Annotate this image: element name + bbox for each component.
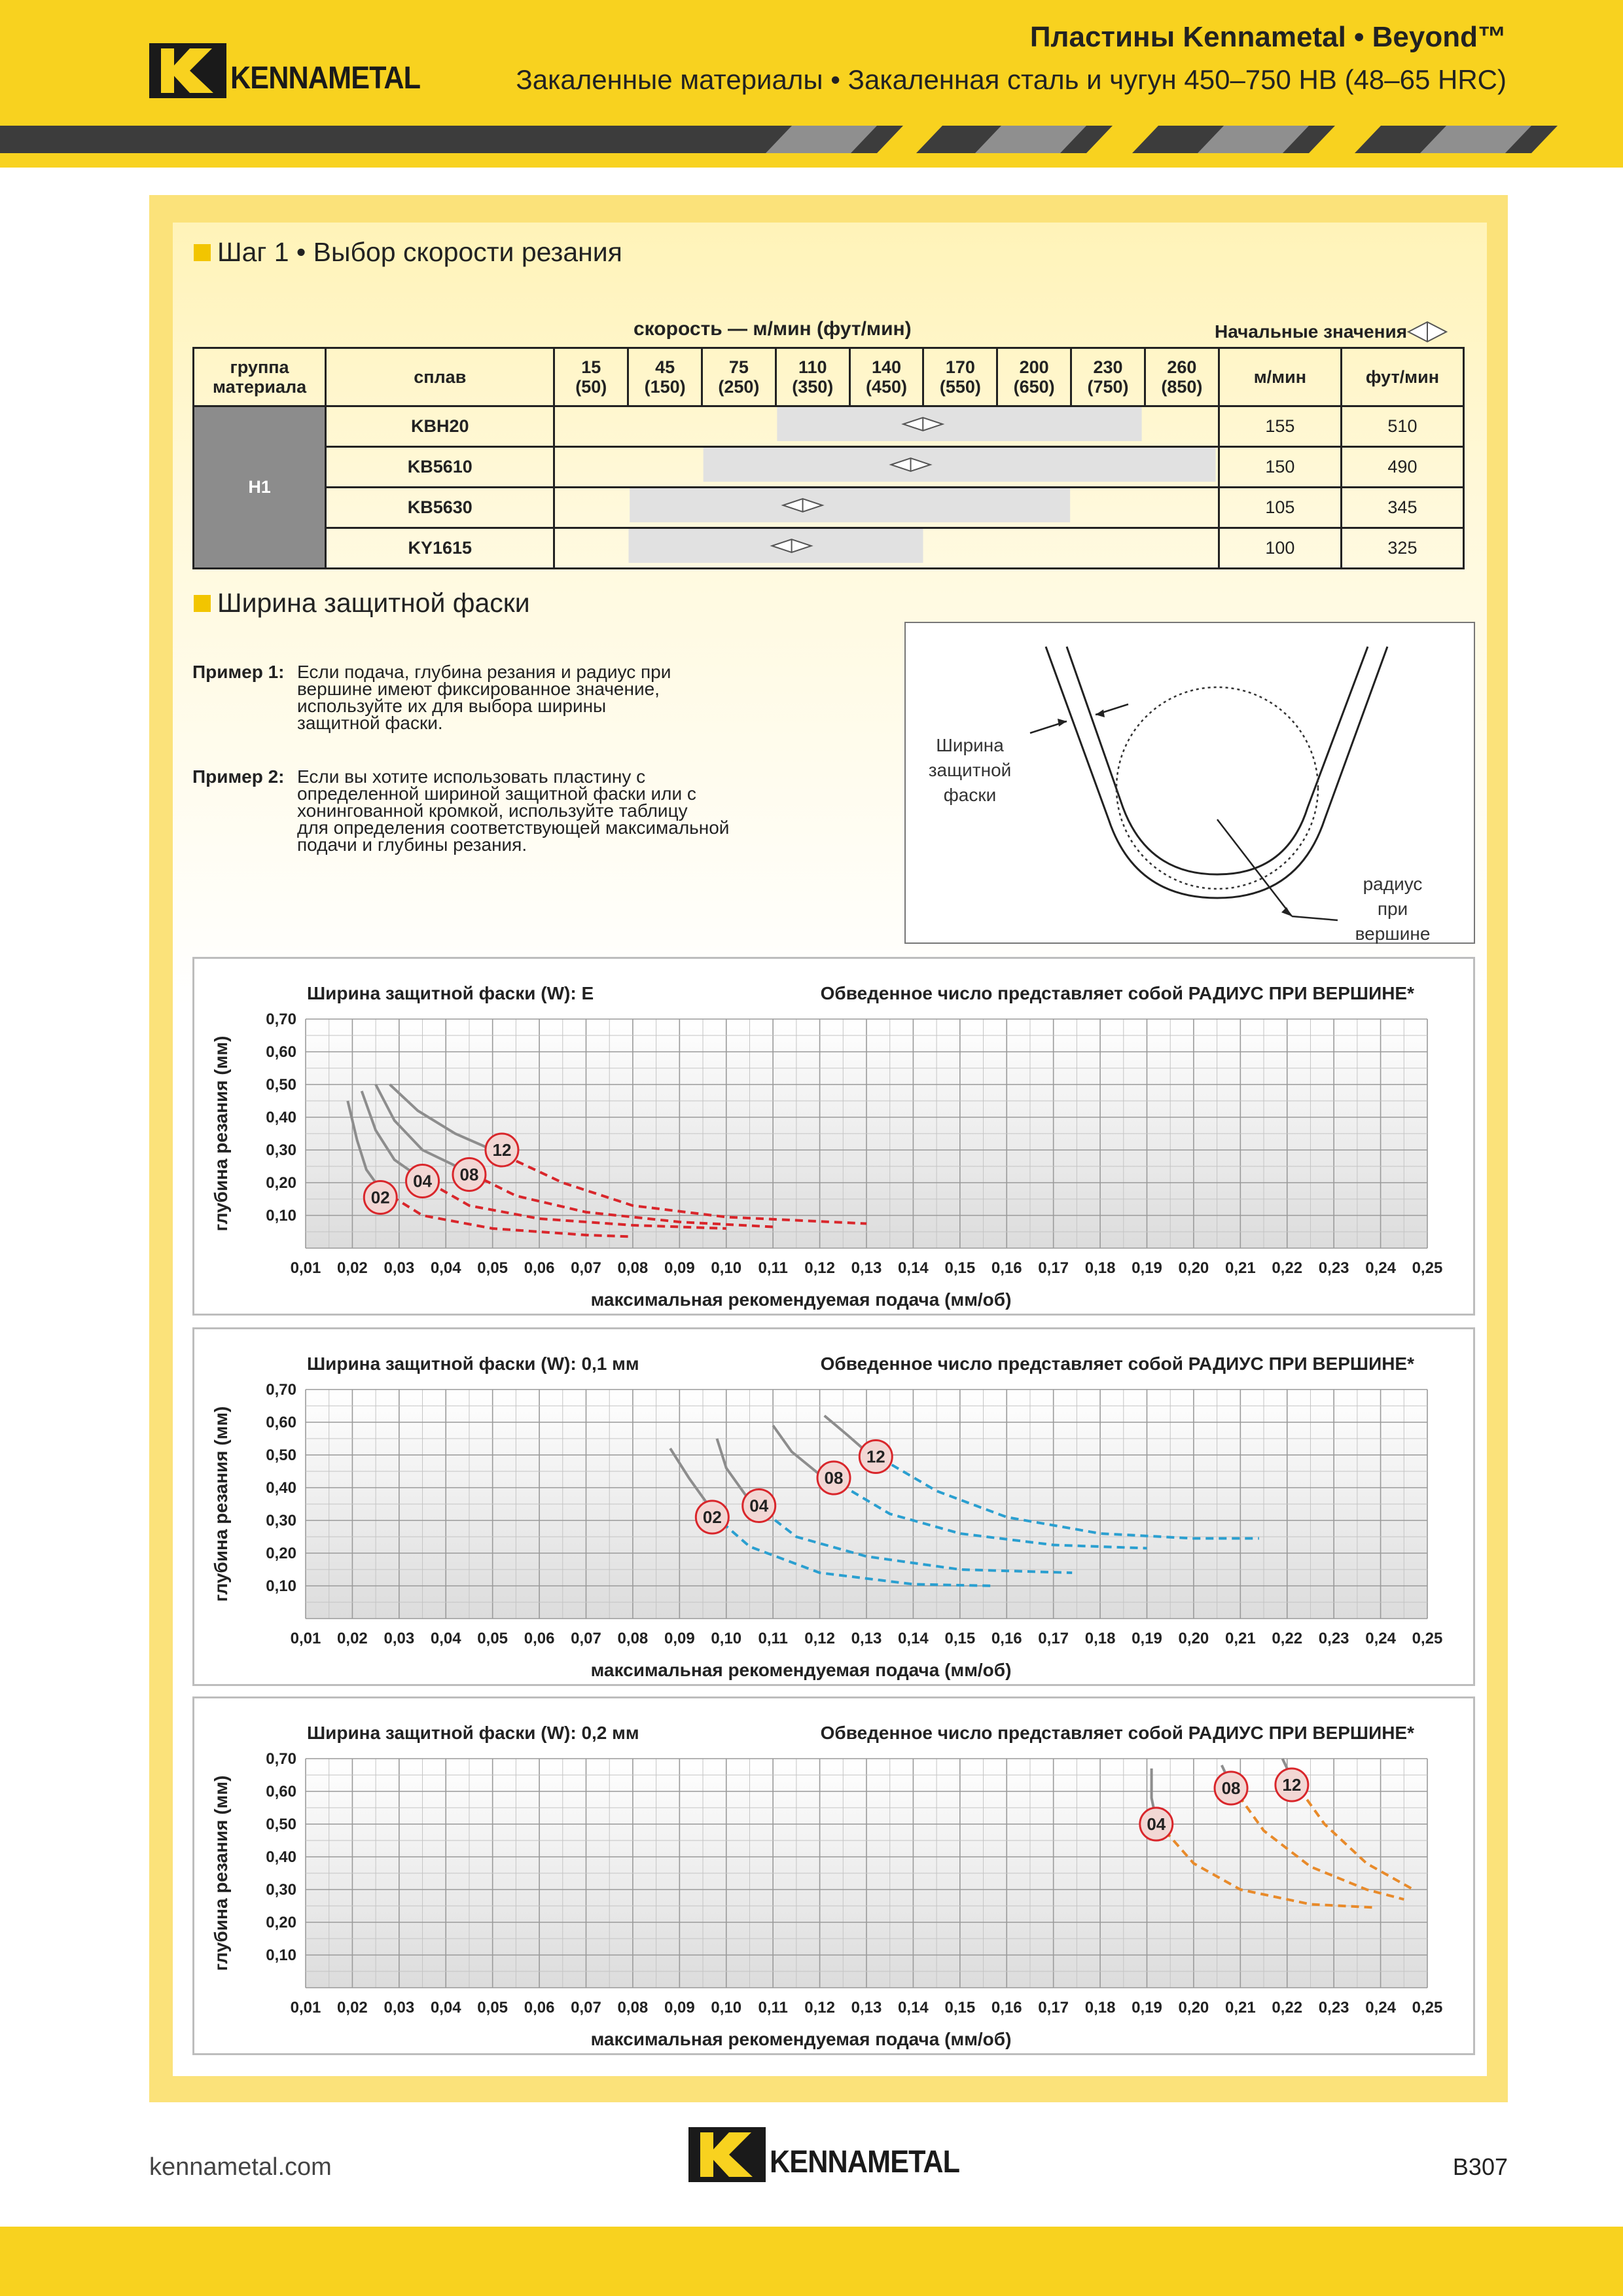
chart-title: Ширина защитной фаски (W): E bbox=[307, 983, 594, 1003]
chart-panel bbox=[192, 1327, 1475, 1686]
y-tick-label: 0,30 bbox=[266, 1141, 296, 1159]
y-tick-label: 0,70 bbox=[266, 1381, 296, 1399]
y-tick-label: 0,20 bbox=[266, 1174, 296, 1192]
start-m-min: 105 bbox=[1219, 488, 1341, 528]
y-axis-label: глубина резания (мм) bbox=[211, 1035, 231, 1232]
x-tick-label: 0,10 bbox=[711, 1259, 742, 1277]
speed-table-header bbox=[194, 348, 1464, 406]
example-1-label: Пример 1: bbox=[192, 662, 285, 682]
start-ft-min: 490 bbox=[1341, 447, 1463, 488]
material-group: H1 bbox=[194, 406, 326, 569]
speed-range-bar bbox=[557, 448, 1216, 482]
x-tick-label: 0,22 bbox=[1272, 1630, 1303, 1647]
x-tick-label: 0,05 bbox=[477, 1630, 508, 1647]
nose-radius-label: 02 bbox=[702, 1507, 722, 1527]
col-speed: 140 (450) bbox=[849, 348, 923, 406]
col-speed: 260 (850) bbox=[1145, 348, 1219, 406]
x-tick-label: 0,01 bbox=[290, 1630, 321, 1647]
x-tick-label: 0,19 bbox=[1132, 1259, 1162, 1277]
chart-title: Ширина защитной фаски (W): 0,2 мм bbox=[307, 1723, 639, 1743]
alloy-name: KBH20 bbox=[326, 406, 554, 447]
header-subtitle: Закаленные материалы • Закаленная сталь и чугун 450–750 HB (48–65 HRC) bbox=[516, 64, 1507, 95]
x-tick-label: 0,23 bbox=[1318, 1259, 1349, 1277]
x-tick-label: 0,08 bbox=[617, 1999, 649, 2017]
header-stripe bbox=[0, 126, 1623, 153]
y-tick-label: 0,40 bbox=[266, 1109, 296, 1126]
x-tick-label: 0,13 bbox=[851, 1259, 882, 1277]
chart-panel bbox=[192, 1696, 1475, 2055]
x-tick-label: 0,10 bbox=[711, 1999, 742, 2017]
x-tick-label: 0,03 bbox=[383, 1259, 415, 1277]
yellow-square-icon bbox=[194, 244, 211, 261]
y-tick-label: 0,30 bbox=[266, 1512, 296, 1530]
chart-w-0-1 bbox=[194, 1329, 1473, 1684]
kennametal-k-icon bbox=[149, 43, 226, 98]
x-tick-label: 0,10 bbox=[711, 1630, 742, 1647]
speed-range bbox=[777, 407, 1141, 441]
x-tick-label: 0,06 bbox=[524, 1259, 555, 1277]
x-tick-label: 0,05 bbox=[477, 1259, 508, 1277]
speed-range-cell bbox=[554, 488, 1219, 528]
x-axis-label: максимальная рекомендуемая подача (мм/об) bbox=[590, 1660, 1012, 1680]
col-speed: 110 (350) bbox=[776, 348, 849, 406]
x-tick-label: 0,08 bbox=[617, 1630, 649, 1647]
x-tick-label: 0,01 bbox=[290, 1259, 321, 1277]
x-tick-label: 0,25 bbox=[1412, 1630, 1443, 1647]
start-ft-min: 510 bbox=[1341, 406, 1463, 447]
example-2-label: Пример 2: bbox=[192, 766, 285, 787]
speed-range-cell bbox=[554, 447, 1219, 488]
nose-radius-label: 04 bbox=[749, 1496, 769, 1516]
x-tick-label: 0,11 bbox=[758, 1999, 788, 2017]
x-tick-label: 0,24 bbox=[1365, 1259, 1396, 1277]
speed-range-cell bbox=[554, 528, 1219, 569]
x-axis-label: максимальная рекомендуемая подача (мм/об) bbox=[590, 2029, 1012, 2049]
x-tick-label: 0,12 bbox=[804, 1999, 835, 2017]
x-tick-label: 0,08 bbox=[617, 1259, 649, 1277]
x-tick-label: 0,06 bbox=[524, 1999, 555, 2017]
col-ft-min: фут/мин bbox=[1341, 348, 1463, 406]
x-tick-label: 0,21 bbox=[1224, 1259, 1256, 1277]
x-tick-label: 0,19 bbox=[1132, 1630, 1162, 1647]
y-axis-label: глубина резания (мм) bbox=[211, 1406, 231, 1602]
speed-table bbox=[192, 347, 1465, 569]
nose-radius-label: радиус при вершине bbox=[1355, 874, 1431, 944]
x-tick-label: 0,21 bbox=[1224, 1630, 1256, 1647]
y-tick-label: 0,60 bbox=[266, 1414, 296, 1431]
x-tick-label: 0,09 bbox=[664, 1259, 695, 1277]
chart-note: Обведенное число представляет собой РАДИУС ПРИ ВЕРШИНЕ* bbox=[820, 1354, 1414, 1374]
x-tick-label: 0,15 bbox=[944, 1259, 976, 1277]
x-tick-label: 0,21 bbox=[1224, 1999, 1256, 2017]
x-tick-label: 0,24 bbox=[1365, 1630, 1396, 1647]
x-tick-label: 0,02 bbox=[337, 1630, 368, 1647]
x-tick-label: 0,17 bbox=[1038, 1630, 1069, 1647]
x-tick-label: 0,07 bbox=[571, 1630, 601, 1647]
header-title: Пластины Kennametal • Beyond™ bbox=[1029, 21, 1507, 53]
start-ft-min: 345 bbox=[1341, 488, 1463, 528]
y-tick-label: 0,10 bbox=[266, 1577, 296, 1595]
x-tick-label: 0,05 bbox=[477, 1999, 508, 2017]
y-axis-label: глубина резания (мм) bbox=[211, 1775, 231, 1971]
x-tick-label: 0,14 bbox=[898, 1259, 929, 1277]
x-tick-label: 0,24 bbox=[1365, 1999, 1396, 2017]
col-speed: 75 (250) bbox=[702, 348, 776, 406]
x-tick-label: 0,16 bbox=[991, 1259, 1022, 1277]
y-tick-label: 0,50 bbox=[266, 1076, 296, 1094]
y-tick-label: 0,10 bbox=[266, 1946, 296, 1964]
speed-range-cell bbox=[554, 406, 1219, 447]
x-tick-label: 0,09 bbox=[664, 1999, 695, 2017]
header-stripe-yellow bbox=[0, 153, 1623, 168]
speed-range-bar bbox=[556, 488, 1217, 522]
x-tick-label: 0,13 bbox=[851, 1999, 882, 2017]
y-tick-label: 0,40 bbox=[266, 1848, 296, 1866]
alloy-name: KY1615 bbox=[326, 528, 554, 569]
table-row bbox=[194, 447, 1464, 488]
speed-range bbox=[630, 488, 1070, 522]
col-group: группа материала bbox=[194, 348, 326, 406]
x-tick-label: 0,15 bbox=[944, 1999, 976, 2017]
nose-radius-label: 08 bbox=[1221, 1778, 1241, 1798]
chart-w-e bbox=[194, 959, 1473, 1314]
col-m-min: м/мин bbox=[1219, 348, 1341, 406]
x-tick-label: 0,14 bbox=[898, 1630, 929, 1647]
y-tick-label: 0,10 bbox=[266, 1207, 296, 1225]
x-tick-label: 0,17 bbox=[1038, 1259, 1069, 1277]
start-m-min: 100 bbox=[1219, 528, 1341, 569]
col-speed: 230 (750) bbox=[1071, 348, 1145, 406]
chamfer-title: Ширина защитной фаски bbox=[194, 588, 530, 619]
start-marker-icon bbox=[1407, 321, 1448, 343]
x-tick-label: 0,12 bbox=[804, 1630, 835, 1647]
x-tick-label: 0,18 bbox=[1084, 1999, 1116, 2017]
example-2-text: Если вы хотите использовать пластину с определенной шириной защитной фаски или с хонингованной кромкой, используйте таблицу для определения соответствующей максимальной подачи и глубины резания. bbox=[297, 766, 730, 855]
x-tick-label: 0,11 bbox=[758, 1630, 788, 1647]
brand-name: KENNAMETAL bbox=[230, 60, 421, 96]
y-tick-label: 0,70 bbox=[266, 1011, 296, 1028]
chart-panel bbox=[192, 957, 1475, 1316]
nose-radius-label: 12 bbox=[492, 1140, 512, 1160]
y-tick-label: 0,20 bbox=[266, 1545, 296, 1562]
chamfer-width-label: Ширина защитной фаски bbox=[928, 735, 1012, 805]
col-speed: 45 (150) bbox=[628, 348, 702, 406]
y-tick-label: 0,70 bbox=[266, 1750, 296, 1768]
chart-note: Обведенное число представляет собой РАДИУС ПРИ ВЕРШИНЕ* bbox=[820, 983, 1414, 1003]
x-tick-label: 0,16 bbox=[991, 1630, 1022, 1647]
x-tick-label: 0,01 bbox=[290, 1999, 321, 2017]
alloy-name: KB5610 bbox=[326, 447, 554, 488]
nose-radius-label: 08 bbox=[824, 1468, 844, 1488]
x-tick-label: 0,18 bbox=[1084, 1259, 1116, 1277]
x-tick-label: 0,07 bbox=[571, 1259, 601, 1277]
nose-radius-label: 12 bbox=[1282, 1775, 1302, 1795]
y-tick-label: 0,50 bbox=[266, 1816, 296, 1833]
y-tick-label: 0,40 bbox=[266, 1479, 296, 1497]
y-tick-label: 0,60 bbox=[266, 1043, 296, 1061]
x-tick-label: 0,03 bbox=[383, 1630, 415, 1647]
footer-logo bbox=[688, 2127, 980, 2182]
x-tick-label: 0,25 bbox=[1412, 1259, 1443, 1277]
x-tick-label: 0,12 bbox=[804, 1259, 835, 1277]
col-speed: 200 (650) bbox=[997, 348, 1071, 406]
nose-radius-label: 04 bbox=[413, 1171, 433, 1191]
table-row bbox=[194, 528, 1464, 569]
y-tick-label: 0,60 bbox=[266, 1783, 296, 1801]
nose-radius-label: 02 bbox=[370, 1187, 390, 1208]
x-tick-label: 0,04 bbox=[430, 1999, 461, 2017]
x-tick-label: 0,14 bbox=[898, 1999, 929, 2017]
x-tick-label: 0,23 bbox=[1318, 1630, 1349, 1647]
chart-title: Ширина защитной фаски (W): 0,1 мм bbox=[307, 1354, 639, 1374]
x-tick-label: 0,20 bbox=[1178, 1999, 1209, 2017]
col-alloy: сплав bbox=[326, 348, 554, 406]
step1-title: Шаг 1 • Выбор скорости резания bbox=[194, 237, 622, 268]
x-tick-label: 0,23 bbox=[1318, 1999, 1349, 2017]
chart-note: Обведенное число представляет собой РАДИУС ПРИ ВЕРШИНЕ* bbox=[820, 1723, 1414, 1743]
start-m-min: 150 bbox=[1219, 447, 1341, 488]
x-tick-label: 0,09 bbox=[664, 1630, 695, 1647]
x-tick-label: 0,25 bbox=[1412, 1999, 1443, 2017]
yellow-square-icon bbox=[194, 595, 211, 612]
initial-values-caption: Начальные значения bbox=[1215, 321, 1448, 343]
x-axis-label: максимальная рекомендуемая подача (мм/об) bbox=[590, 1289, 1012, 1310]
speed-range bbox=[704, 448, 1216, 482]
example-2 bbox=[192, 768, 742, 853]
x-tick-label: 0,19 bbox=[1132, 1999, 1162, 2017]
table-row bbox=[194, 488, 1464, 528]
col-speed: 15 (50) bbox=[554, 348, 628, 406]
x-tick-label: 0,20 bbox=[1178, 1259, 1209, 1277]
table-row bbox=[194, 406, 1464, 447]
x-tick-label: 0,16 bbox=[991, 1999, 1022, 2017]
kennametal-logo bbox=[149, 43, 441, 98]
footer-brand-name: KENNAMETAL bbox=[770, 2144, 960, 2179]
x-tick-label: 0,02 bbox=[337, 1259, 368, 1277]
x-tick-label: 0,06 bbox=[524, 1630, 555, 1647]
x-tick-label: 0,13 bbox=[851, 1630, 882, 1647]
x-tick-label: 0,04 bbox=[430, 1630, 461, 1647]
nose-radius-label: 12 bbox=[866, 1446, 885, 1467]
x-tick-label: 0,11 bbox=[758, 1259, 788, 1277]
example-1-text: Если подача, глубина резания и радиус при вершине имеют фиксированное значение, используйте их для выбора ширины защитной фаски. bbox=[297, 662, 671, 733]
x-tick-label: 0,02 bbox=[337, 1999, 368, 2017]
y-tick-label: 0,50 bbox=[266, 1446, 296, 1464]
speed-range-bar bbox=[555, 529, 1218, 563]
chamfer-diagram bbox=[904, 622, 1475, 944]
y-tick-label: 0,30 bbox=[266, 1881, 296, 1899]
x-tick-label: 0,17 bbox=[1038, 1999, 1069, 2017]
nose-radius-label: 08 bbox=[459, 1164, 479, 1185]
y-tick-label: 0,20 bbox=[266, 1914, 296, 1931]
x-tick-label: 0,18 bbox=[1084, 1630, 1116, 1647]
speed-range-bar bbox=[558, 407, 1215, 441]
start-m-min: 155 bbox=[1219, 406, 1341, 447]
x-tick-label: 0,07 bbox=[571, 1999, 601, 2017]
start-ft-min: 325 bbox=[1341, 528, 1463, 569]
alloy-name: KB5630 bbox=[326, 488, 554, 528]
x-tick-label: 0,04 bbox=[430, 1259, 461, 1277]
x-tick-label: 0,15 bbox=[944, 1630, 976, 1647]
x-tick-label: 0,03 bbox=[383, 1999, 415, 2017]
example-1 bbox=[192, 664, 742, 732]
nose-radius-label: 04 bbox=[1147, 1814, 1166, 1834]
speed-caption: скорость — м/мин (фут/мин) bbox=[633, 318, 912, 340]
page-number: B307 bbox=[1452, 2153, 1508, 2180]
x-tick-label: 0,22 bbox=[1272, 1999, 1303, 2017]
website-link[interactable]: kennametal.com bbox=[149, 2153, 332, 2181]
col-speed: 170 (550) bbox=[923, 348, 997, 406]
footer-band bbox=[0, 2227, 1623, 2296]
kennametal-k-icon bbox=[688, 2127, 766, 2182]
chart-w-0-2 bbox=[194, 1698, 1473, 2053]
x-tick-label: 0,22 bbox=[1272, 1259, 1303, 1277]
x-tick-label: 0,20 bbox=[1178, 1630, 1209, 1647]
